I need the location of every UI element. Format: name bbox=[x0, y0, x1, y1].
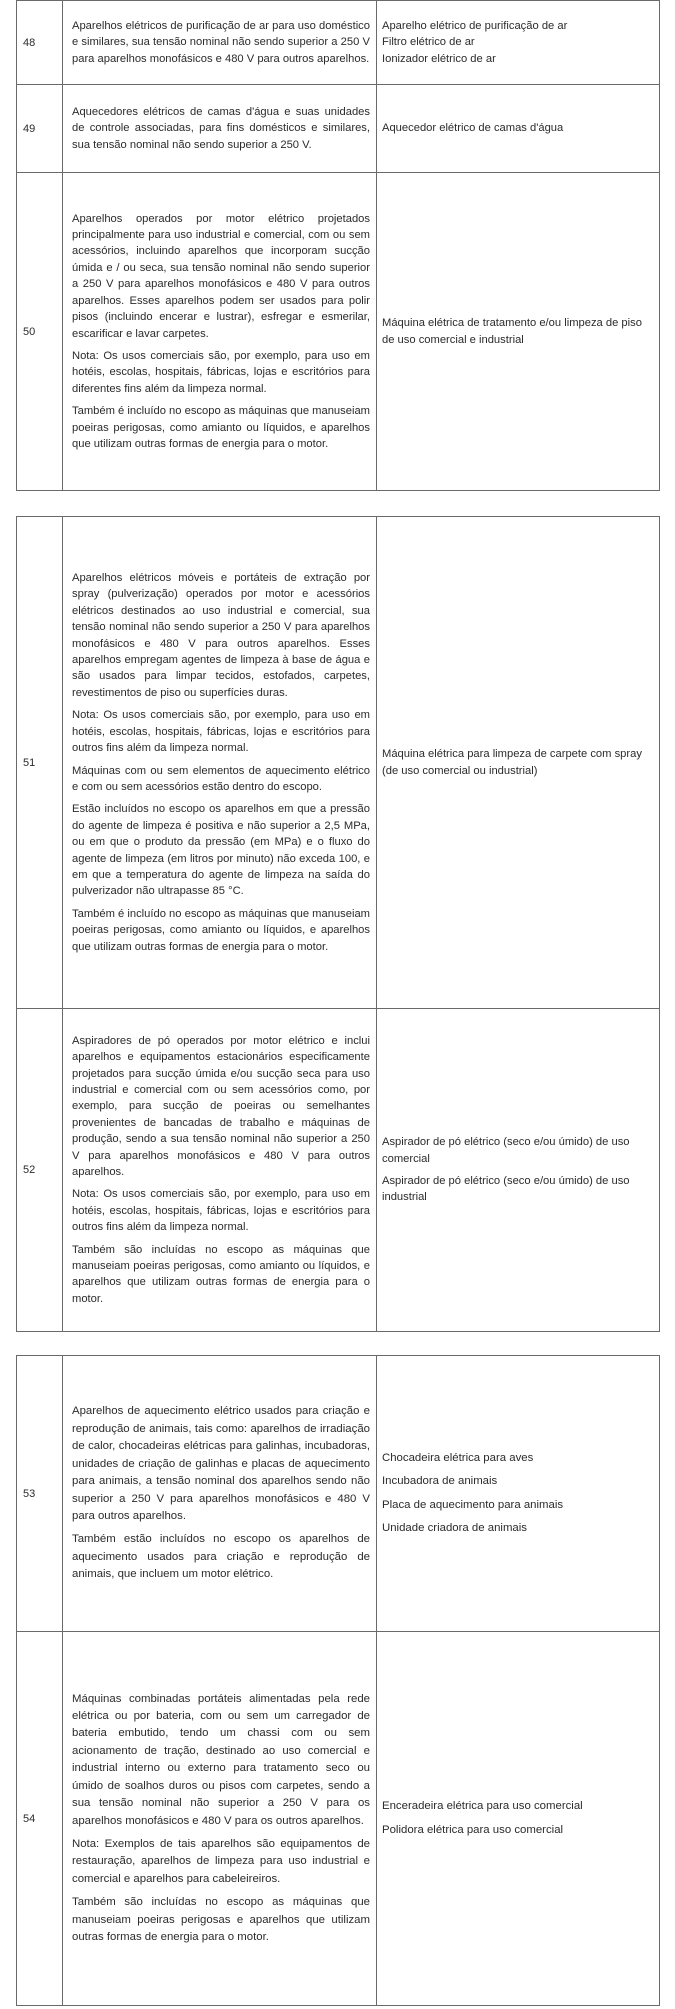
description-paragraph: Aparelhos elétricos de purificação de ar para uso doméstico e similares, sua tensão nominal não sendo superior a 250 V para aparelhos monofásicos e 480 V para outros aparelhos. bbox=[72, 19, 370, 65]
product-label: Aspirador de pó elétrico (seco e/ou úmido) de uso industrial bbox=[382, 1175, 630, 1204]
description-paragraph: Também é incluído no escopo as máquinas que manuseiam poeiras perigosas, como amianto ou líquidos, e aparelhos que utilizam outras formas de energia para o motor. bbox=[72, 907, 370, 953]
table-row bbox=[17, 1009, 660, 1332]
table-block-1 bbox=[16, 0, 660, 491]
product-label: Enceradeira elétrica para uso comercial bbox=[382, 1800, 583, 1813]
item-products bbox=[377, 1632, 660, 2006]
item-number: 50 bbox=[17, 173, 63, 491]
product-label: Máquina elétrica para limpeza de carpete com spray (de uso comercial ou industrial) bbox=[382, 748, 642, 777]
description-paragraph: Aparelhos operados por motor elétrico projetados principalmente para uso industrial e comercial, com ou sem acessórios, incluindo aparelhos que incorporam sucção úmida e / ou seca, sua tensão nominal não sendo superior a 250 V para aparelhos monofásicos e 480 V para outros aparelhos. Esses aparelhos podem ser usados para polir pisos (incluindo encerar e lustrar), esfregar e esmerilar, escarificar e lavar carpetes. bbox=[72, 212, 370, 340]
note-paragraph: Nota: Os usos comerciais são, por exemplo, para uso em hotéis, escolas, hospitais, fábricas, lojas e escritórios para outros fins além da limpeza normal. bbox=[72, 709, 370, 755]
note-paragraph: Nota: Exemplos de tais aparelhos são equipamentos de restauração, aparelhos de limpeza para uso industrial e comercial e aparelhos para cabeleireiros. bbox=[72, 1837, 370, 1885]
product-label: Filtro elétrico de ar bbox=[382, 36, 475, 49]
description-paragraph: Aparelhos de aquecimento elétrico usados para criação e reprodução de animais, tais como: aparelhos de irradiação de calor, chocadeiras elétricas para galinhas, incubadoras, unidades de criação de galinhas e placas de aquecimento para animais, a tensão nominal dos aparelhos sendo não superior a 250 V para aparelhos monofásicos e 480 V para outros aparelhos. bbox=[72, 1405, 370, 1522]
note-paragraph: Nota: Os usos comerciais são, por exemplo, para uso em hotéis, escolas, hospitais, fábricas, lojas e escritórios para outros fins além da limpeza normal. bbox=[72, 1188, 370, 1234]
item-description bbox=[63, 85, 377, 173]
item-products bbox=[377, 517, 660, 1009]
item-description bbox=[63, 1009, 377, 1332]
product-label: Polidora elétrica para uso comercial bbox=[382, 1823, 564, 1836]
table-row bbox=[17, 173, 660, 491]
description-paragraph: Aparelhos elétricos móveis e portáteis de extração por spray (pulverização) operados por motor e acessórios elétricos destinados ao uso industrial e comercial, sua tensão nominal não sendo superior a 250 V para aparelhos monofásicos e 480 V para outros aparelhos. Esses aparelhos empregam agentes de limpeza à base de água e são usados para limpar tecidos, estofados, carpetes, revestimentos de piso ou superfícies duras. bbox=[72, 572, 370, 699]
description-paragraph: Também são incluídas no escopo as máquinas que manuseiam poeiras perigosas e aparelhos que utilizam outras formas de energia para o motor. bbox=[72, 1896, 370, 1943]
table-block-2 bbox=[16, 516, 660, 1332]
description-paragraph: Também estão incluídos no escopo os aparelhos de aquecimento usados para criação e reprodução de animais, que incluem um motor elétrico. bbox=[72, 1533, 370, 1581]
item-description bbox=[63, 173, 377, 491]
product-label: Aparelho elétrico de purificação de ar bbox=[382, 19, 568, 32]
product-label: Incubadora de animais bbox=[382, 1475, 498, 1488]
table-block-3 bbox=[16, 1355, 660, 2006]
table-row bbox=[17, 1632, 660, 2006]
description-paragraph: Máquinas combinadas portáteis alimentadas pela rede elétrica ou por bateria, com ou sem um carregador de bateria embutido, tendo um chassi com ou sem acionamento de tração, destinado ao uso comercial e industrial interno ou externo para tratamento seco ou úmido de soalhos duros ou pisos com carpetes, sendo a sua tensão nominal não superior a 250 V para os aparelhos monofásicos e 480 V para os outros aparelhos. bbox=[72, 1692, 370, 1827]
table-row bbox=[17, 85, 660, 173]
product-label: Máquina elétrica de tratamento e/ou limpeza de piso de uso comercial e industrial bbox=[382, 317, 642, 346]
product-label: Chocadeira elétrica para aves bbox=[382, 1451, 534, 1464]
description-paragraph: Também é incluído no escopo as máquinas que manuseiam poeiras perigosas, como amianto ou líquidos, e aparelhos que utilizam outras formas de energia para o motor. bbox=[72, 405, 370, 450]
item-products bbox=[377, 85, 660, 173]
item-number: 51 bbox=[17, 517, 63, 1009]
item-products bbox=[377, 1, 660, 85]
item-number: 52 bbox=[17, 1009, 63, 1332]
item-description bbox=[63, 1356, 377, 1632]
item-number: 48 bbox=[17, 1, 63, 85]
note-paragraph: Nota: Os usos comerciais são, por exemplo, para uso em hotéis, escolas, hospitais, fábricas, lojas e escritórios para diferentes fins além da limpeza normal. bbox=[72, 349, 370, 395]
item-description bbox=[63, 1632, 377, 2006]
product-label: Ionizador elétrico de ar bbox=[382, 52, 496, 65]
description-paragraph: Aspiradores de pó operados por motor elétrico e inclui aparelhos e equipamentos estacionários especificamente projetados para sucção úmida e/ou sucção seca para uso industrial e comercial com ou sem acessórios como, por exemplo, para sucção de poeiras ou semelhantes provenientes de bancadas de trabalho e máquinas de produção, sendo a sua tensão nominal não superior a 250 V para aparelhos monofásicos e 480 V para outros aparelhos. bbox=[72, 1034, 370, 1178]
item-number: 53 bbox=[17, 1356, 63, 1632]
item-number: 49 bbox=[17, 85, 63, 173]
table-row bbox=[17, 1, 660, 85]
description-paragraph: Máquinas com ou sem elementos de aquecimento elétrico e com ou sem acessórios estão dentro do escopo. bbox=[72, 764, 370, 793]
item-products bbox=[377, 1356, 660, 1632]
item-description bbox=[63, 517, 377, 1009]
description-paragraph: Aquecedores elétricos de camas d'água e suas unidades de controle associadas, para fins domésticos e similares, sua tensão nominal não sendo superior a 250 V. bbox=[72, 105, 370, 151]
table-row bbox=[17, 1356, 660, 1632]
item-description bbox=[63, 1, 377, 85]
item-products bbox=[377, 173, 660, 491]
product-label: Aquecedor elétrico de camas d'água bbox=[382, 122, 564, 135]
item-number: 54 bbox=[17, 1632, 63, 2006]
description-paragraph: Estão incluídos no escopo os aparelhos em que a pressão do agente de limpeza é positiva e não superior a 2,5 MPa, ou em que o produto da pressão (em MPa) e o fluxo do agente de limpeza (em litros por minuto) não exceda 100, e em que a temperatura do agente de limpeza na saída do pulverizador não ultrapasse 85 °C. bbox=[72, 803, 370, 898]
product-label: Aspirador de pó elétrico (seco e/ou úmido) de uso comercial bbox=[382, 1136, 630, 1165]
product-label: Placa de aquecimento para animais bbox=[382, 1498, 564, 1511]
table-row bbox=[17, 517, 660, 1009]
item-products bbox=[377, 1009, 660, 1332]
product-label: Unidade criadora de animais bbox=[382, 1521, 527, 1534]
description-paragraph: Também são incluídas no escopo as máquinas que manuseiam poeiras perigosas, como amianto ou líquidos, e aparelhos que utilizam outras formas de energia para o motor. bbox=[72, 1243, 370, 1305]
